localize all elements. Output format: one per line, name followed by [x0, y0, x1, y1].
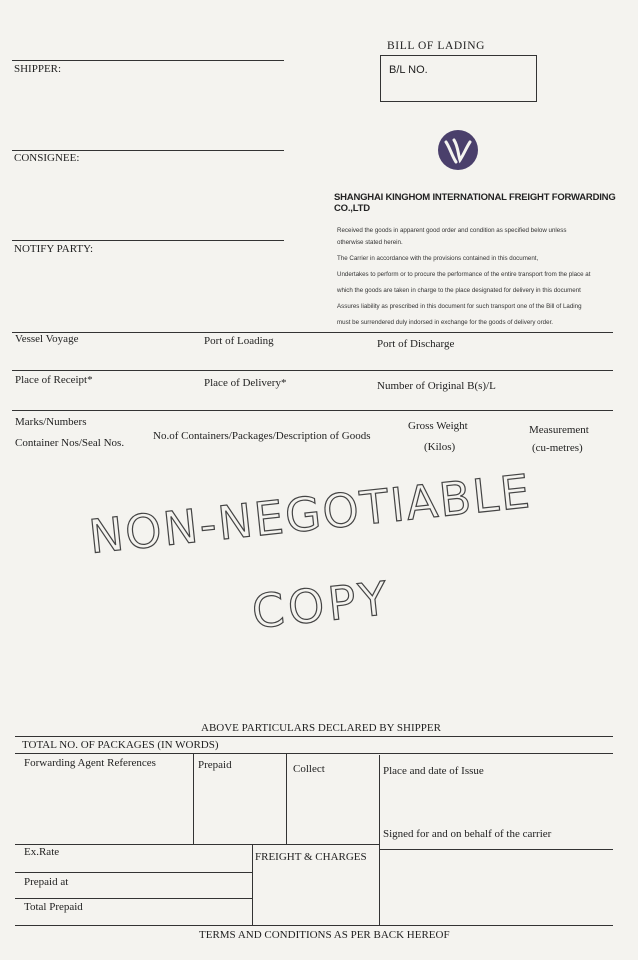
- transport-divider-top: [12, 332, 613, 333]
- gross-weight-unit: (Kilos): [424, 441, 456, 453]
- ex-rate-label: Ex.Rate: [24, 846, 60, 858]
- collect-col-divider: [286, 753, 287, 844]
- total-packages-label: TOTAL NO. OF PACKAGES (IN WORDS): [22, 739, 219, 751]
- terms-line: otherwise stated herein.: [337, 239, 403, 246]
- gross-weight-label: Gross Weight: [408, 420, 468, 432]
- port-of-loading-label: Port of Loading: [204, 335, 274, 347]
- company-name: SHANGHAI KINGHOM INTERNATIONAL FREIGHT FORWARDING CO.,LTD: [334, 192, 616, 214]
- footer-divider-exrate: [15, 844, 379, 845]
- transport-divider-mid: [12, 370, 613, 371]
- terms-line: Undertakes to perform or to procure the performance of the entire transport from the place at: [337, 271, 591, 278]
- collect-label: Collect: [293, 763, 325, 775]
- place-of-delivery-label: Place of Delivery*: [204, 377, 287, 389]
- vessel-voyage-label: Vessel Voyage: [15, 333, 79, 345]
- company-logo-icon: [436, 128, 480, 172]
- place-of-receipt-label: Place of Receipt*: [15, 374, 93, 386]
- number-of-originals-label: Number of Original B(s)/L: [377, 380, 496, 392]
- container-seal-label: Container Nos/Seal Nos.: [15, 437, 125, 449]
- measurement-unit: (cu-metres): [532, 442, 583, 454]
- terms-line: which the goods are taken in charge to the place designated for delivery in this document: [337, 287, 581, 294]
- total-prepaid-label: Total Prepaid: [24, 901, 83, 913]
- consignee-label: CONSIGNEE:: [14, 152, 80, 164]
- non-negotiable-stamp: NON-NEGOTIABLE: [86, 463, 534, 564]
- shipper-label: SHIPPER:: [14, 63, 62, 75]
- notify-party-label: NOTIFY PARTY:: [14, 243, 94, 255]
- declared-by-shipper-label: ABOVE PARTICULARS DECLARED BY SHIPPER: [201, 722, 441, 734]
- terms-line: The Carrier in accordance with the provisions contained in this document,: [337, 255, 539, 262]
- bl-number-box[interactable]: [380, 55, 537, 102]
- consignee-divider: [12, 150, 284, 151]
- freight-col-divider: [252, 844, 253, 926]
- notify-divider: [12, 240, 284, 241]
- marks-numbers-label: Marks/Numbers: [15, 416, 87, 428]
- terms-line: Received the goods in apparent good order and condition as specified below unless: [337, 227, 567, 234]
- prepaid-at-label: Prepaid at: [24, 876, 69, 888]
- footer-divider-top: [15, 736, 613, 737]
- footer-divider-signature: [379, 849, 613, 850]
- prepaid-col-divider: [193, 753, 194, 844]
- place-date-issue-label: Place and date of Issue: [383, 765, 484, 777]
- measurement-label: Measurement: [529, 424, 589, 436]
- footer-divider-bottom: [15, 925, 613, 926]
- description-label: No.of Containers/Packages/Description of Goods: [153, 430, 371, 442]
- footer-divider-prepaid-at: [15, 872, 252, 873]
- document-title: BILL OF LADING: [387, 40, 486, 52]
- prepaid-label: Prepaid: [198, 759, 232, 771]
- terms-line: must be surrendered duly indorsed in exchange for the goods of delivery order.: [337, 319, 554, 326]
- signed-carrier-label: Signed for and on behalf of the carrier: [383, 828, 552, 840]
- port-of-discharge-label: Port of Discharge: [377, 338, 455, 350]
- issue-col-divider: [379, 755, 380, 926]
- footer-divider-total: [15, 898, 252, 899]
- terms-line: Assures liability as prescribed in this document for such transport one of the Bill of Lading: [337, 303, 582, 310]
- forwarding-agent-label: Forwarding Agent References: [24, 757, 156, 769]
- footer-divider-packages: [15, 753, 613, 754]
- shipper-divider: [12, 60, 284, 61]
- terms-back-label: TERMS AND CONDITIONS AS PER BACK HEREOF: [199, 929, 450, 941]
- goods-divider: [12, 410, 613, 411]
- bl-number-label: B/L NO.: [389, 64, 428, 76]
- copy-stamp: COPY: [249, 570, 394, 639]
- freight-charges-label: FREIGHT & CHARGES: [255, 851, 367, 863]
